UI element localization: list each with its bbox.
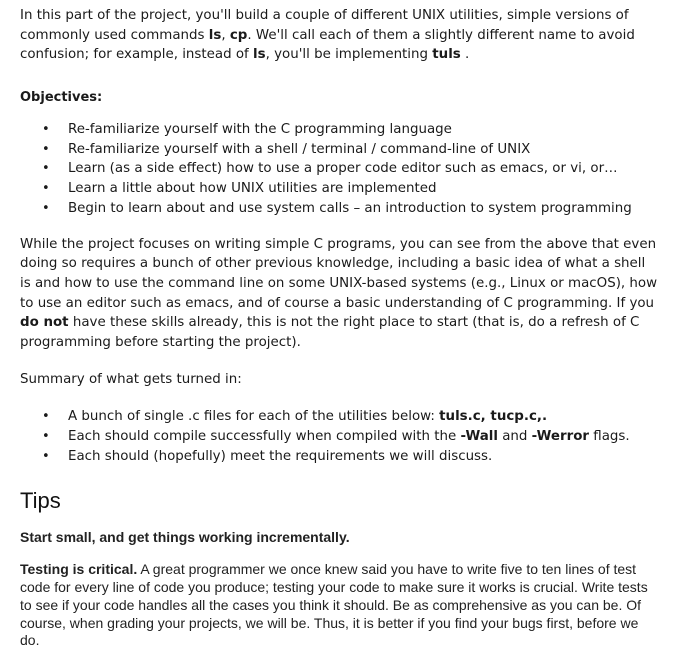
summary-list xyxy=(20,407,660,466)
list-item-text: Each should compile successfully when compiled with the xyxy=(68,428,461,444)
list-item: • Begin to learn about and use system calls – an introduction to system programming xyxy=(68,199,660,219)
intro-text: . xyxy=(460,47,470,63)
list-item xyxy=(68,407,660,427)
paragraph-text: While the project focuses on writing simple C programs, you can see from the above that even doing so requires a bunch of other previous knowledge, including a basic idea of what a shell is and how to use the command line on some UNIX-based systems (e.g., Linux or macOS), how to use an editor such as emacs, and of course a basic understanding of C programming. If you xyxy=(20,236,658,311)
tips-heading: Tips xyxy=(20,488,61,514)
prerequisites-paragraph xyxy=(20,235,660,353)
intro-bold-ls: ls xyxy=(253,47,266,63)
intro-bold-cp: cp xyxy=(229,27,248,43)
flag-wall: -Wall xyxy=(460,428,498,444)
list-item-text: and xyxy=(497,428,532,444)
list-item: • Learn a little about how UNIX utilities are implemented xyxy=(68,179,660,199)
list-item: • Learn (as a side effect) how to use a proper code editor such as emacs, or vi, or… xyxy=(68,159,660,179)
document-body xyxy=(20,6,660,650)
list-item: • Each should (hopefully) meet the requirements we will discuss. xyxy=(68,447,660,467)
objectives-heading: Objectives: xyxy=(20,89,103,105)
file-names: tuls.c, tucp.c,. xyxy=(439,408,548,424)
testing-tip xyxy=(20,561,660,650)
intro-bold-ls: ls xyxy=(208,27,222,43)
list-item: • Re-familiarize yourself with a shell / terminal / command-line of UNIX xyxy=(68,140,660,160)
intro-bold-tuls: tuls xyxy=(432,47,461,63)
intro-text: In this part of the project, you'll build a couple of different UNIX utilities, simple versions of commonly used commands xyxy=(20,8,629,43)
objectives-list xyxy=(20,120,660,219)
intro-text: . We'll call each of them a slightly different name to avoid confusion; for example, instead of xyxy=(20,27,635,63)
testing-tip-bold: Testing is critical. xyxy=(20,561,138,578)
summary-lead: Summary of what gets turned in: xyxy=(20,372,242,388)
list-item: • Re-familiarize yourself with the C programming language xyxy=(68,120,660,140)
list-item xyxy=(68,427,660,447)
intro-text: , you'll be implementing xyxy=(265,47,433,63)
intro-paragraph xyxy=(20,6,660,65)
list-item-text: A bunch of single .c files for each of the utilities below: xyxy=(68,408,440,424)
list-item-text: flags. xyxy=(589,428,630,444)
bold-do-not: do not xyxy=(20,315,69,331)
flag-werror: -Werror xyxy=(531,428,590,444)
paragraph-text: have these skills already, this is not the right place to start (that is, do a refresh of C programming before starting the project). xyxy=(20,315,640,350)
intro-text: , xyxy=(221,27,230,43)
testing-tip-text: A great programmer we once knew said you have to write five to ten lines of test code for every line of code you produce; testing your code to make sure it works is crucial. Write tests to see if your code handles all the cases you think it should. Be as comprehensive as you can be. Of course, when grading your projects, we will be. Thus, it is better if you find your bugs first, before we do. xyxy=(20,561,648,649)
start-small-tip: Start small, and get things working incrementally. xyxy=(20,529,350,546)
